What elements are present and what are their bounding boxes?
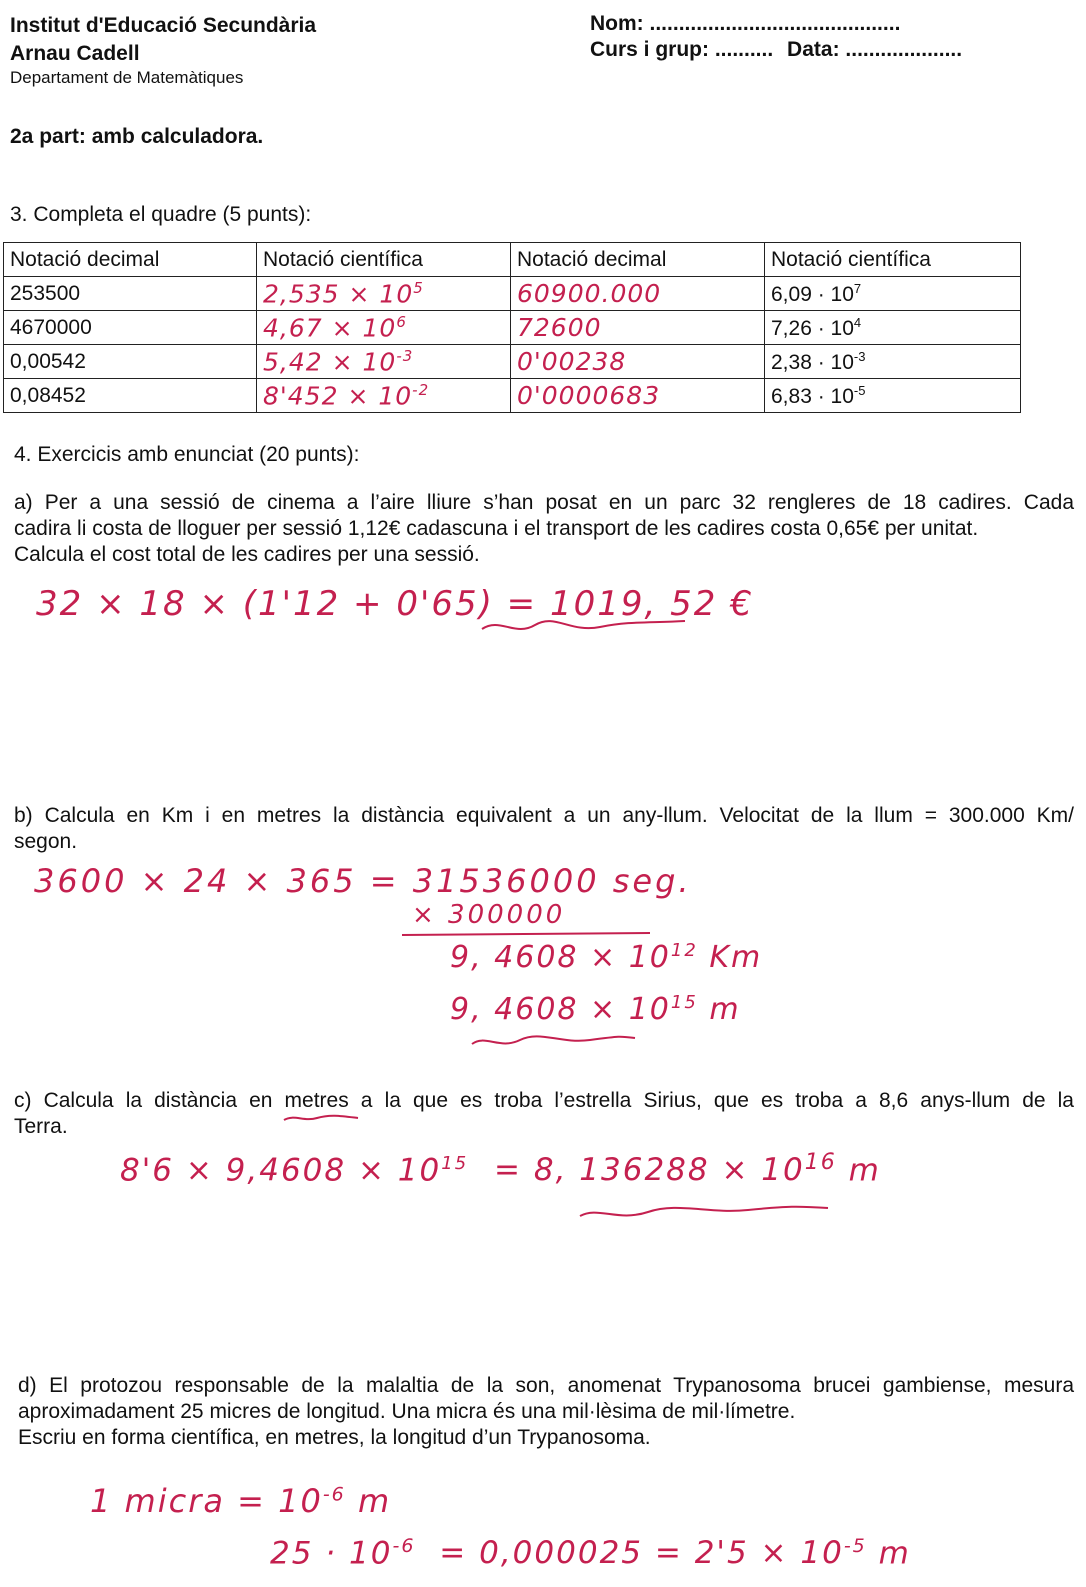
part-title: 2a part: amb calculadora. [10,125,264,148]
course-date-field [590,38,962,62]
handwritten-scientific-cell: $5,42 \times 10^{-3}$ [257,345,511,379]
handwritten-scientific-cell: $4,67 \times 10^6$ [257,311,511,345]
exercise4b-result-km: 9, $4608 \times 10^{12}$ Km [450,940,763,975]
exercise4b-line1: b) Calcula en Km i en metres la distància equivalent a un any-llum. Velocitat de la llum = 300.000 Km/ [14,804,1074,827]
exercise4a-statement [14,490,1074,568]
name-field [590,12,900,36]
table-header-row [4,243,1021,277]
header-decimal-2: Notació decimal [511,243,765,277]
handwritten-decimal-cell: 0'0000683 [511,379,765,413]
handwritten-scientific-cell: $8'452 \times 10^{-2}$ [257,379,511,413]
exercise4c-underline [578,1200,833,1224]
decimal-cell: 253500 [4,277,257,311]
school-name-line1: Institut d'Educació Secundària [10,14,317,37]
exercise4d-line2: aproximadament 25 micres de longitud. Una micra és una mil·lèsima de mil·límetre. [18,1400,796,1423]
header-scientific-2: Notació científica [765,243,1021,277]
exercise4c-answer: $8'6 \times 9,4608 \times 10^{15} = 8$, $136288 \times 10^{16}$ m [120,1150,881,1189]
exercise4-title: 4. Exercicis amb enunciat (20 punts): [14,443,360,466]
header-scientific-1: Notació científica [257,243,511,277]
exercise4c-metres-underline [282,1112,362,1124]
table-row [4,345,1021,379]
handwritten-decimal-cell: 0'00238 [511,345,765,379]
conversion-table [3,242,1021,413]
exercise4d-line1: d) El protozou responsable de la malaltia de la son, anomenat Trypanosoma brucei gambiense, mesura [18,1374,1074,1397]
exercise3-title: 3. Completa el quadre (5 punts): [10,203,312,226]
scientific-cell: $6,83 \cdot 10^{-5}$ [765,379,1021,413]
exercise4d-work-line2: $25 \cdot 10^{-6} = 0,000025 = 2'5 \times 10^{-5}$ m [270,1535,911,1572]
school-name-line2: Arnau Cadell [10,42,140,65]
decimal-cell: 4670000 [4,311,257,345]
date-dots: .................... [845,38,963,61]
exercise4d-work-line1: 1 micra = $10^{-6}$ m [90,1482,392,1520]
exercise4b-result-m: 9, $4608 \times 10^{15}$ m [450,992,741,1027]
exercise4a-line1: a) Per a una sessió de cinema a l’aire lliure s’han posat en un parc 32 rengleres de 18 cadires. Cada [14,491,1074,514]
exercise4c-statement [14,1088,1074,1140]
handwritten-decimal-cell: 72600 [511,311,765,345]
exercise4a-underline [480,615,690,637]
exercise4b-line2: segon. [14,830,78,853]
date-label: Data: [787,38,840,61]
exercise4b-statement [14,803,1074,855]
course-dots: .......... [714,38,774,61]
exercise4b-work-line1: 3600 × 24 × 365 = 31536000 seg. [34,862,692,900]
scientific-cell: $6,09 \cdot 10^7$ [765,277,1021,311]
table-row [4,379,1021,413]
decimal-cell: 0,08452 [4,379,257,413]
exercise4a-line3: Calcula el cost total de les cadires per una sessió. [14,543,480,566]
table-row [4,277,1021,311]
table-row [4,311,1021,345]
exercise4c-line2: Terra. [14,1115,68,1138]
scientific-cell: $2,38 \cdot 10^{-3}$ [765,345,1021,379]
scientific-cell: $7,26 \cdot 10^4$ [765,311,1021,345]
name-dots: ........................................... [649,12,901,35]
handwritten-scientific-cell: $2,535 \times 10^5$ [257,277,511,311]
exercise4b-work-line2: × 300000 [412,900,566,930]
exercise4a-answer: 32 × 18 × (1'12 + 0'65) = 1019, 52 € [36,584,754,624]
exercise4d-line3: Escriu en forma científica, en metres, la longitud d’un Trypanosoma. [18,1426,651,1449]
exercise4a-line2: cadira li costa de lloguer per sessió 1,12€ cadascuna i el transport de les cadires costa 0,65€ per unitat. [14,517,979,540]
exercise4d-statement [18,1373,1074,1451]
header-decimal-1: Notació decimal [4,243,257,277]
course-label: Curs i grup: [590,38,709,61]
name-label: Nom: [590,12,644,35]
department: Departament de Matemàtiques [10,68,244,87]
exercise4c-line1: c) Calcula la distància en metres a la que es troba l’estrella Sirius, que es troba a 8,6 anys-llum de la [14,1089,1074,1112]
decimal-cell: 0,00542 [4,345,257,379]
exercise4b-sum-line [400,930,655,938]
handwritten-decimal-cell: 60900.000 [511,277,765,311]
exercise4b-underline [470,1030,640,1052]
